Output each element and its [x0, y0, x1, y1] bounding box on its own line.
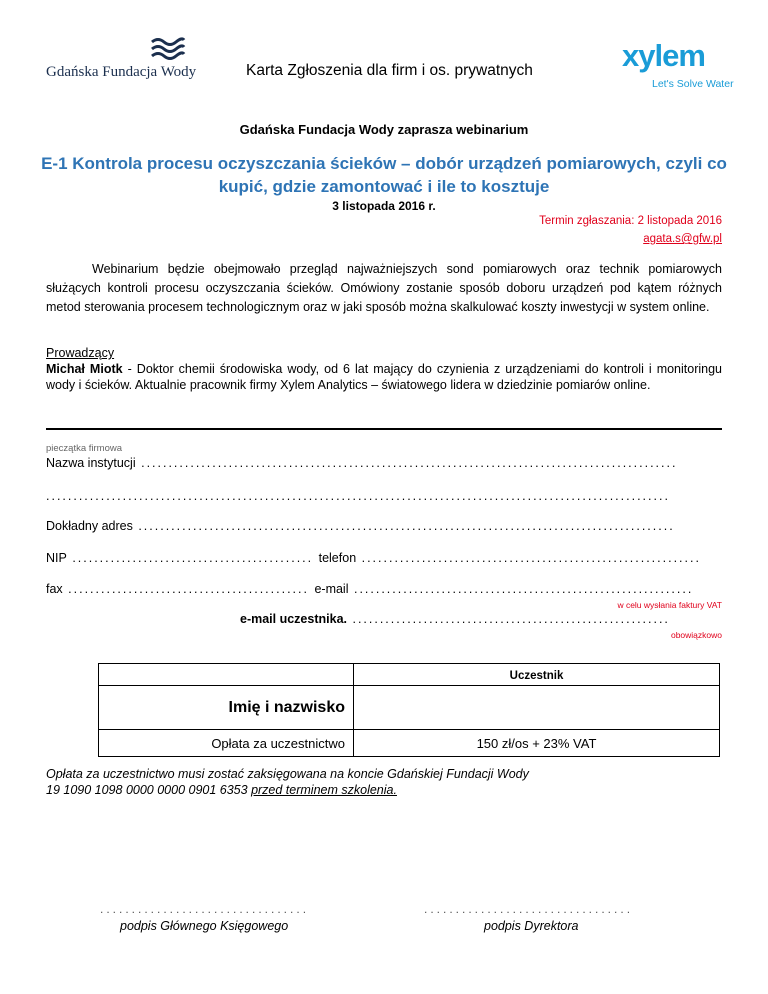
- invite-heading: Gdańska Fundacja Wody zaprasza webinarium: [239, 122, 529, 137]
- presenter-name: Michał Miotk: [46, 362, 123, 376]
- divider: [46, 428, 722, 430]
- waves-icon: [150, 36, 186, 62]
- event-description: Webinarium będzie obejmowało przegląd najważniejszych sond pomiarowych oraz technik pomiarowych służących kontroli procesu oczyszczania ścieków. Omówiony zostanie sposób doboru urządzeń pod kątem różnych metod sterowania procesem technologicznym oraz w jaki sposób można skalkulować koszty inwestycji w system online.: [46, 262, 722, 314]
- bank-account: 19 1090 1098 0000 0000 0901 6353: [46, 783, 252, 797]
- xylem-logo-tagline: Let's Solve Water: [652, 78, 734, 90]
- email-note: w celu wysłania faktury VAT: [617, 600, 722, 610]
- presenter-bio: - Doktor chemii środowiska wody, od 6 lat mający do czynienia z urządzeniami do kontroli i monitoringu wody i ścieków. Aktualnie pracownik firmy Xylem Analytics – światowego lidera w dziedzinie pomiarów online.: [46, 362, 723, 392]
- payment-deadline-note: przed terminem szkolenia.: [251, 783, 397, 797]
- participant-email-label: e-mail uczestnika.: [240, 612, 347, 626]
- gfw-logo: [46, 36, 206, 84]
- fee-value: 150 zł/os + 23% VAT: [354, 730, 720, 757]
- signature-label-left: podpis Głównego Księgowego: [120, 919, 289, 933]
- mandatory-note: obowiązkowo: [670, 630, 722, 640]
- institution-label: Nazwa instytucji: [46, 456, 136, 470]
- fax-label: fax: [46, 582, 63, 596]
- address-label: Dokładny adres: [46, 519, 133, 533]
- participant-email-field[interactable]: e-mail uczestnika. ..........................................................: [240, 612, 670, 626]
- event-title: E-1 Kontrola procesu oczyszczania ścieków – dobór urządzeń pomiarowych, czyli co kupić, gdzie zamontować i ile to kosztuje: [41, 154, 727, 196]
- xylem-logo-word: xylem: [622, 38, 705, 73]
- payment-note: [46, 766, 529, 798]
- address-field[interactable]: Dokładny adres ..................................................................................................: [46, 519, 675, 533]
- signature-label-right: podpis Dyrektora: [484, 919, 579, 933]
- page-title: Karta Zgłoszenia dla firm i os. prywatnych: [246, 62, 533, 79]
- fax-email-fields[interactable]: fax ............................................ e-mail ..............................................................: [46, 582, 694, 596]
- contact-email-link[interactable]: agata.s@gfw.pl: [643, 233, 722, 245]
- nip-label: NIP: [46, 551, 67, 565]
- participant-header: Uczestnik: [354, 664, 720, 686]
- payment-note-line1: Opłata za uczestnictwo musi zostać zaksięgowana na koncie Gdańskiej Fundacji Wody: [46, 767, 529, 781]
- nip-phone-fields[interactable]: NIP ............................................ telefon ..............................................................: [46, 551, 701, 565]
- presenters-heading: Prowadzący: [46, 346, 115, 360]
- name-label: Imię i nazwisko: [99, 686, 354, 730]
- signature-line-right[interactable]: .................................: [424, 902, 634, 916]
- participant-table: [98, 663, 720, 757]
- xylem-logo: [622, 38, 742, 92]
- email-label: e-mail: [314, 582, 349, 596]
- registration-deadline: Termin zgłaszania: 2 listopada 2016: [539, 215, 722, 227]
- event-date: 3 listopada 2016 r.: [332, 199, 436, 213]
- signature-line-left[interactable]: .................................: [100, 902, 310, 916]
- org-logo-text: Gdańska Fundacja Wody: [46, 64, 197, 80]
- stamp-label: pieczątka firmowa: [46, 443, 123, 454]
- institution-field[interactable]: Nazwa instytucji ..................................................................................................: [46, 456, 678, 470]
- table-corner: [99, 664, 354, 686]
- institution-field-line2[interactable]: ..................................................................................................................: [46, 489, 670, 503]
- name-input[interactable]: [354, 686, 720, 730]
- presenter-info: [46, 361, 722, 393]
- phone-label: telefon: [318, 551, 357, 565]
- fee-label: Opłata za uczestnictwo: [99, 730, 354, 757]
